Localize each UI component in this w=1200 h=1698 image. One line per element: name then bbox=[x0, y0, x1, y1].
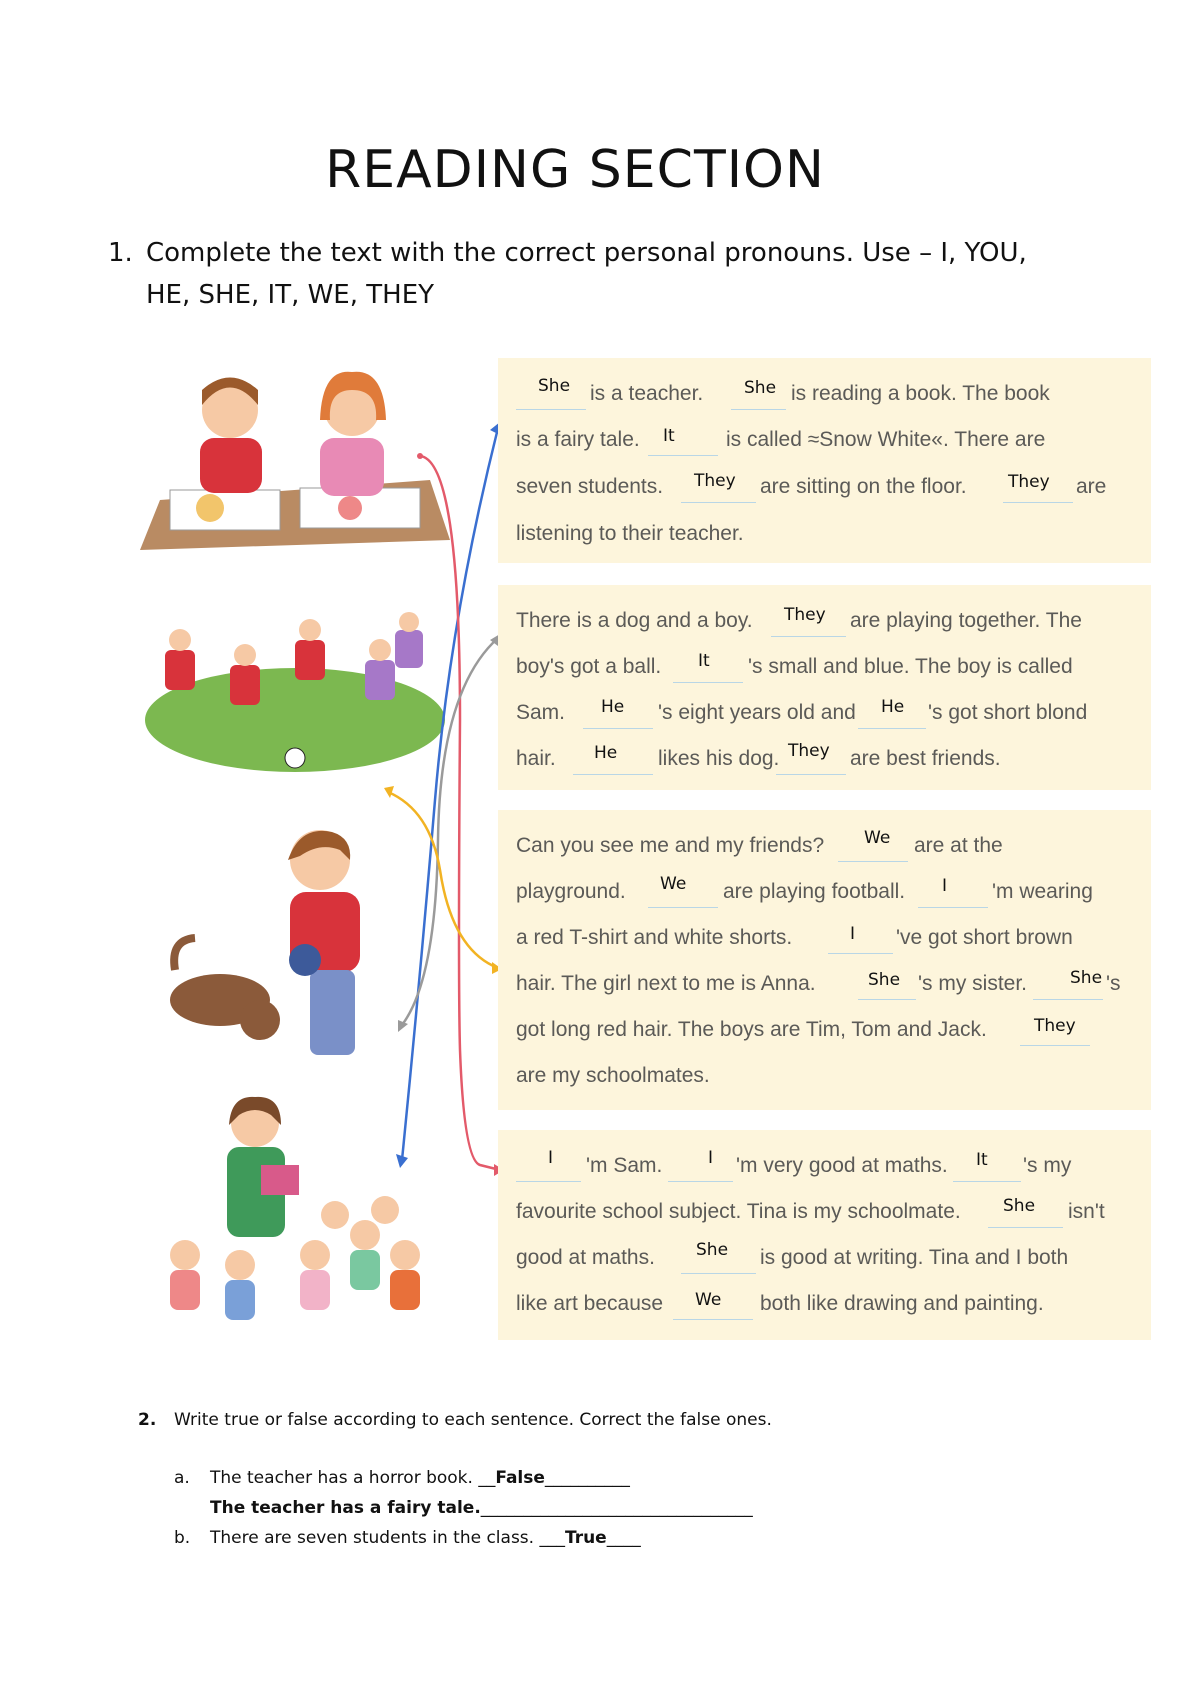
item-correction-tail: ________________________________ bbox=[480, 1498, 753, 1518]
text-line: got long red hair. The boys are Tim, Tom and Jack. bbox=[516, 1018, 987, 1041]
text-line: listening to their teacher. bbox=[516, 522, 744, 545]
item-correction: The teacher has a fairy tale. bbox=[210, 1498, 481, 1518]
answer-blank[interactable]: They bbox=[1008, 472, 1050, 492]
answer-blank[interactable]: It bbox=[976, 1150, 988, 1170]
text-line: 's eight years old and bbox=[658, 701, 856, 724]
text-line: 's bbox=[1106, 972, 1121, 995]
task2-number: 2. bbox=[138, 1410, 157, 1430]
arrow-blue bbox=[402, 428, 498, 1160]
text-line: are sitting on the floor. bbox=[760, 475, 967, 498]
answer-blank[interactable]: She bbox=[744, 378, 777, 398]
answer-blank[interactable]: She bbox=[1070, 968, 1103, 988]
text-panel-2 bbox=[498, 585, 1151, 790]
text-panel-1 bbox=[498, 358, 1151, 563]
text-panel-3 bbox=[498, 810, 1151, 1110]
text-line: like art because bbox=[516, 1292, 664, 1315]
text-line: hair. bbox=[516, 747, 556, 770]
matching-arrows bbox=[380, 420, 510, 1190]
text-line: is a teacher. bbox=[590, 382, 704, 405]
item-sentence: The teacher has a horror book. __ bbox=[210, 1468, 496, 1488]
answer-blank[interactable]: She bbox=[696, 1240, 729, 1260]
item-letter: a. bbox=[174, 1468, 190, 1488]
text-line: are my schoolmates. bbox=[516, 1064, 710, 1087]
answer-blank[interactable]: They bbox=[694, 471, 736, 491]
answer-blank[interactable]: He bbox=[594, 743, 618, 763]
text-line: playground. bbox=[516, 880, 626, 903]
item-a-line[interactable] bbox=[210, 1468, 630, 1488]
arrow-orange bbox=[388, 792, 498, 968]
answer-blank[interactable]: She bbox=[538, 376, 571, 396]
answer-blank[interactable]: I bbox=[708, 1148, 714, 1168]
item-tail: ____ bbox=[606, 1528, 641, 1548]
page-title: READING SECTION bbox=[325, 140, 825, 200]
text-line: 's my bbox=[1023, 1154, 1072, 1177]
text-line: is a fairy tale. bbox=[516, 428, 640, 451]
answer-blank[interactable]: We bbox=[660, 874, 687, 894]
item-sentence: There are seven students in the class. ___ bbox=[210, 1528, 565, 1548]
text-line: a red T-shirt and white shorts. bbox=[516, 926, 793, 949]
text-line: 's my sister. bbox=[918, 972, 1028, 995]
answer-blank[interactable]: She bbox=[868, 970, 901, 990]
text-line: are bbox=[1076, 475, 1107, 498]
answer-blank[interactable]: He bbox=[601, 697, 625, 717]
text-line: hair. The girl next to me is Anna. bbox=[516, 972, 816, 995]
text-line: are playing together. The bbox=[850, 609, 1082, 632]
answer-blank[interactable]: They bbox=[784, 605, 826, 625]
answer-blank[interactable]: We bbox=[864, 828, 891, 848]
text-panel-4 bbox=[498, 1130, 1151, 1340]
text-line: both like drawing and painting. bbox=[760, 1292, 1044, 1315]
text-line: 'm very good at maths. bbox=[736, 1154, 948, 1177]
answer-blank[interactable]: I bbox=[548, 1148, 554, 1168]
task1-instruction bbox=[108, 232, 1068, 316]
text-line: Sam. bbox=[516, 701, 566, 724]
item-b-line[interactable] bbox=[210, 1528, 641, 1548]
arrow-red bbox=[420, 456, 500, 1170]
item-tail: __________ bbox=[544, 1468, 630, 1488]
text-line: 'm Sam. bbox=[586, 1154, 663, 1177]
task1-number: 1. bbox=[108, 238, 133, 268]
answer-blank[interactable]: It bbox=[663, 426, 675, 446]
answer-blank[interactable]: I bbox=[942, 876, 948, 896]
text-line: likes his dog. bbox=[658, 747, 780, 770]
answer-blank[interactable]: It bbox=[698, 651, 710, 671]
answer-blank[interactable]: I bbox=[850, 924, 856, 944]
item-a-correction[interactable] bbox=[210, 1498, 753, 1518]
text-line: 'm wearing bbox=[992, 880, 1093, 903]
text-line: favourite school subject. Tina is my schoolmate. bbox=[516, 1200, 961, 1223]
text-line: good at maths. bbox=[516, 1246, 655, 1269]
text-line: are playing football. bbox=[723, 880, 906, 903]
text-line: seven students. bbox=[516, 475, 664, 498]
text-line: are at the bbox=[914, 834, 1003, 857]
task1-text: Complete the text with the correct personal pronouns. Use – I, YOU, HE, SHE, IT, WE, THEY bbox=[146, 238, 1027, 310]
text-line: is reading a book. The book bbox=[791, 382, 1050, 405]
text-line: There is a dog and a boy. bbox=[516, 609, 753, 632]
answer-blank[interactable]: He bbox=[881, 697, 905, 717]
answer-blank[interactable]: They bbox=[1034, 1016, 1076, 1036]
task2-instruction: Write true or false according to each sentence. Correct the false ones. bbox=[174, 1410, 772, 1430]
item-letter: b. bbox=[174, 1528, 191, 1548]
text-line: is called ≈Snow White«. There are bbox=[726, 428, 1046, 451]
arrow-gray bbox=[402, 638, 498, 1025]
item-answer: False bbox=[495, 1468, 545, 1488]
text-line: 's got short blond bbox=[928, 701, 1088, 724]
answer-blank[interactable]: They bbox=[788, 741, 830, 761]
text-line: is good at writing. Tina and I both bbox=[760, 1246, 1069, 1269]
answer-blank[interactable]: She bbox=[1003, 1196, 1036, 1216]
text-line: 've got short brown bbox=[896, 926, 1073, 949]
text-line: boy's got a ball. bbox=[516, 655, 662, 678]
text-line: 's small and blue. The boy is called bbox=[748, 655, 1073, 678]
answer-blank[interactable]: We bbox=[695, 1290, 722, 1310]
text-line: are best friends. bbox=[850, 747, 1001, 770]
item-answer: True bbox=[564, 1528, 607, 1548]
text-line: isn't bbox=[1068, 1200, 1105, 1223]
text-line: Can you see me and my friends? bbox=[516, 834, 825, 857]
